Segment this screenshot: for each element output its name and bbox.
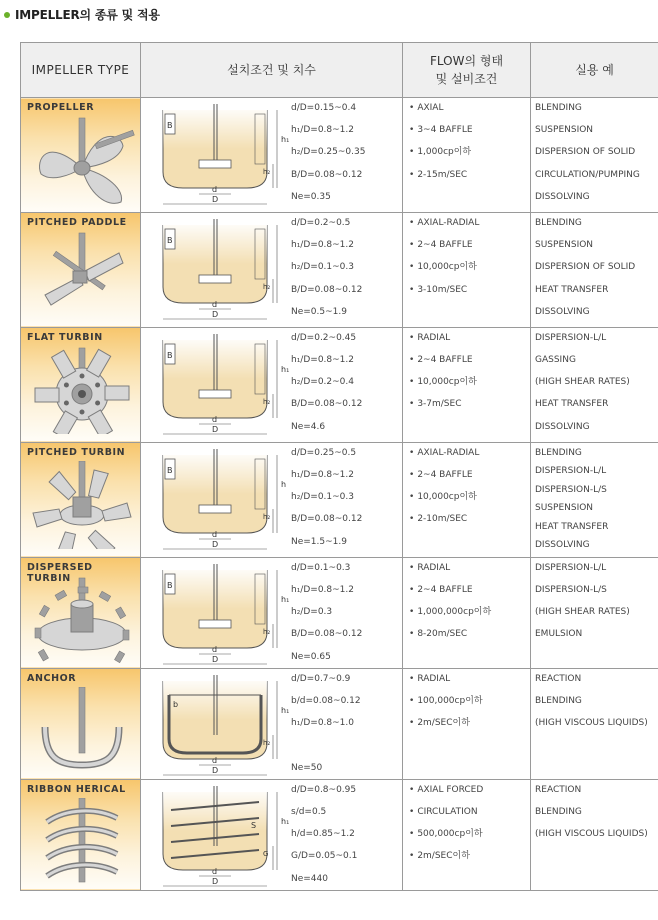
impeller-row [21,442,658,557]
bullet-dot-icon: • [409,169,415,180]
flow-item-text: RADIAL [417,332,451,343]
condition-item: d/D=0.8~0.95 [291,784,357,795]
condition-item: h₁/D=0.8~1.2 [291,125,354,136]
svg-text:G: G [263,849,269,858]
flow-item-text: 10,000cp이하 [417,377,477,388]
svg-text:B: B [167,121,173,130]
usage-item: DISSOLVING [535,421,590,432]
flow-cell [403,98,531,213]
svg-text:B: B [167,465,173,475]
svg-text:h₂: h₂ [263,738,271,747]
usage-item: SUSPENSION [535,503,594,514]
header-conditions: 설치조건 및 치수 [141,43,403,98]
usage-item: BLENDING [535,217,582,228]
svg-text:h₂: h₂ [263,282,271,291]
bullet-dot-icon: • [409,514,415,525]
usage-item: CIRCULATION/PUMPING [535,169,640,180]
flow-item [409,849,530,871]
usage-list [531,443,658,557]
flow-item [409,353,530,375]
usage-cell [531,668,658,779]
flow-item-text: 2~4 BAFFLE [417,240,473,251]
condition-item: d/D=0.25~0.5 [291,447,357,458]
page-title-text: IMPELLER의 종류 및 적용 [15,8,160,22]
flow-list [403,213,530,305]
flow-list [403,328,530,420]
impeller-row [21,212,658,327]
flow-list [403,669,530,739]
bullet-dot-icon: • [409,470,415,480]
flow-item [409,827,530,849]
flow-item [409,446,530,468]
impeller-row [21,668,658,779]
svg-text:B: B [167,350,173,360]
usage-item: DISSOLVING [535,306,590,317]
usage-item: (HIGH SHEAR RATES) [535,377,630,388]
tank-diagram [155,784,295,893]
condition-item: Ne=0.5~1.9 [291,306,347,317]
flow-item [409,805,530,827]
flow-item-text: RADIAL [417,673,451,684]
svg-text:D: D [212,654,219,664]
usage-item: DISPERSION OF SOLID [535,147,636,158]
usage-cell [531,98,658,213]
svg-text:D: D [212,309,219,319]
flow-cell [403,212,531,327]
tank-diagram [155,562,295,671]
condition-list [291,101,365,212]
header-usage: 실용 예 [531,43,658,98]
usage-item: BLENDING [535,103,582,113]
impeller-type-cell [21,557,141,668]
flow-item [409,168,530,190]
condition-item: h₂/D=0.3 [291,607,333,618]
flow-item-text: AXIAL-RADIAL [417,447,480,458]
header-flow [403,43,531,98]
flow-item [409,260,530,282]
condition-list [291,331,362,442]
svg-text:d: d [212,529,218,539]
flow-item-text: 10,000cp이하 [417,492,477,503]
flow-item [409,238,530,260]
condition-item: d/D=0.2~0.45 [291,332,357,343]
tank-diagram [155,217,295,326]
usage-item: DISPERSION-L/L [535,332,607,343]
condition-item: h₂/D=0.1~0.3 [291,492,354,503]
usage-item: REACTION [535,784,582,795]
svg-text:D: D [212,876,219,886]
condition-item: d/D=0.2~0.5 [291,217,351,228]
impeller-row [21,98,658,213]
bullet-dot-icon: • [409,217,415,228]
flow-list [403,558,530,650]
impeller-illustration [27,687,137,778]
svg-text:h₂: h₂ [263,512,271,521]
impeller-table [20,42,658,891]
usage-item: BLENDING [535,696,582,706]
impeller-row [21,327,658,442]
header-row [21,43,658,98]
svg-text:d: d [212,644,218,654]
svg-text:h₁: h₁ [281,594,290,604]
condition-item: d/D=0.1~0.3 [291,562,351,573]
condition-item: h₁/D=0.8~1.2 [291,585,354,595]
flow-item [409,468,530,490]
bullet-dot-icon: • [409,125,415,136]
usage-item: DISPERSION-L/L [535,466,607,477]
impeller-type-name: PITCHED PADDLE [27,216,127,228]
condition-item: d/D=0.15~0.4 [291,103,357,113]
flow-item-text: 2-15m/SEC [417,169,468,180]
bullet-dot-icon: • [409,562,415,573]
condition-item: B/D=0.08~0.12 [291,284,363,295]
svg-text:d: d [212,866,218,876]
svg-text:d: d [212,299,218,309]
flow-item [409,561,530,583]
impeller-type-name: FLAT TURBIN [27,331,103,343]
conditions-cell [141,557,403,668]
svg-text:D: D [212,424,219,434]
condition-item: G/D=0.05~0.1 [291,851,358,862]
svg-text:h₁: h₁ [281,364,290,374]
condition-item: Ne=1.5~1.9 [291,536,347,547]
usage-list [531,669,658,739]
svg-text:h₂: h₂ [263,627,271,636]
flow-item [409,283,530,305]
impeller-type-cell [21,327,141,442]
impeller-illustration [27,461,137,552]
flow-item [409,397,530,419]
usage-cell [531,779,658,890]
svg-text:B: B [167,235,173,245]
condition-item: h₁/D=0.8~1.2 [291,240,354,251]
bullet-dot-icon: • [409,829,415,840]
flow-cell [403,557,531,668]
bullet-dot-icon: • [409,851,415,862]
flow-item [409,101,530,123]
condition-item: h/d=0.85~1.2 [291,829,355,840]
tank-diagram [155,447,295,556]
impeller-illustration [27,116,137,207]
bullet-dot-icon: • [409,807,415,817]
bullet-dot-icon: • [409,447,415,458]
svg-text:D: D [212,539,219,549]
condition-item: d/D=0.7~0.9 [291,673,351,684]
usage-list [531,98,658,212]
bullet-dot-icon: • [409,492,415,503]
impeller-type-cell [21,212,141,327]
tank-diagram [155,102,295,211]
usage-item: DISPERSION OF SOLID [535,262,636,273]
flow-item-text: 1,000,000cp이하 [417,607,492,618]
impeller-type-cell [21,668,141,779]
svg-text:h₁: h₁ [281,135,290,144]
flow-item-text: 2~4 BAFFLE [417,585,473,595]
usage-cell [531,212,658,327]
flow-item-text: 500,000cp이하 [417,829,483,840]
usage-cell [531,557,658,668]
flow-item-text: 2-10m/SEC [417,514,468,525]
bullet-dot-icon: • [409,355,415,366]
usage-item: HEAT TRANSFER [535,284,609,295]
usage-cell [531,442,658,557]
flow-item-text: 3-7m/SEC [417,399,462,410]
flow-item-text: CIRCULATION [417,807,478,817]
usage-item: DISSOLVING [535,191,590,202]
impeller-row [21,779,658,890]
usage-list [531,780,658,850]
flow-item [409,605,530,627]
flow-item [409,694,530,716]
flow-cell [403,327,531,442]
usage-item: BLENDING [535,447,582,458]
svg-text:d: d [212,414,218,424]
flow-item-text: 10,000cp이하 [417,262,477,273]
flow-item-text: 2m/SEC이하 [417,851,470,862]
usage-list [531,558,658,650]
svg-text:h₂: h₂ [263,168,271,176]
flow-item-text: AXIAL [417,103,444,113]
svg-text:D: D [212,765,219,775]
header-flow-line2: 및 설비조건 [435,72,498,86]
impeller-type-name: PITCHED TURBIN [27,446,126,458]
flow-item [409,627,530,649]
flow-item-text: 8-20m/SEC [417,629,468,640]
flow-list [403,780,530,872]
conditions-cell [141,98,403,213]
condition-item: h₂/D=0.25~0.35 [291,147,366,158]
flow-item-text: AXIAL FORCED [417,784,484,795]
bullet-dot-icon: • [409,103,415,113]
usage-item: DISPERSION-L/L [535,562,607,573]
condition-item: h₁/D=0.8~1.2 [291,355,354,366]
page-title [4,6,160,23]
flow-item [409,783,530,805]
svg-text:d: d [212,185,218,194]
flow-item-text: 3~4 BAFFLE [417,125,473,136]
tank-diagram [155,673,295,782]
flow-item [409,216,530,238]
bullet-icon [4,12,10,18]
svg-text:h: h [281,479,287,489]
flow-item-text: 3-10m/SEC [417,284,468,295]
flow-cell [403,668,531,779]
svg-text:B: B [167,580,173,590]
bullet-dot-icon: • [409,607,415,618]
flow-list [403,443,530,535]
bullet-dot-icon: • [409,332,415,343]
usage-item: (HIGH VISCOUS LIQUIDS) [535,829,648,840]
flow-item [409,672,530,694]
impeller-illustration [27,346,137,437]
flow-cell [403,779,531,890]
svg-text:d: d [212,755,218,765]
conditions-cell [141,212,403,327]
impeller-type-cell [21,779,141,890]
condition-item: B/D=0.08~0.12 [291,514,363,525]
flow-item-text: 100,000cp이하 [417,696,483,706]
condition-item: B/D=0.08~0.12 [291,629,363,640]
condition-item [291,738,361,760]
bullet-dot-icon: • [409,262,415,273]
svg-text:h₁: h₁ [281,816,290,826]
usage-item: SUSPENSION [535,240,594,251]
usage-list [531,328,658,442]
usage-list [531,213,658,327]
condition-item: B/D=0.08~0.12 [291,169,363,180]
condition-list [291,561,362,672]
usage-item: DISSOLVING [535,540,590,551]
condition-list [291,783,357,894]
flow-item-text: AXIAL-RADIAL [417,217,480,228]
bullet-dot-icon: • [409,399,415,410]
flow-list [403,98,530,190]
bullet-dot-icon: • [409,696,415,706]
condition-item: h₂/D=0.2~0.4 [291,377,354,388]
svg-text:S: S [251,820,257,830]
impeller-illustration [27,798,137,889]
condition-item: h₂/D=0.1~0.3 [291,262,354,273]
flow-cell [403,442,531,557]
header-flow-line1: FLOW의 형태 [429,54,504,68]
usage-item: DISPERSION-L/S [535,585,607,595]
usage-item: (HIGH SHEAR RATES) [535,607,630,618]
condition-item: b/d=0.08~0.12 [291,696,361,706]
condition-item: Ne=0.35 [291,191,331,202]
condition-item: h₁/D=0.8~1.2 [291,470,354,480]
header-impeller-type: IMPELLER TYPE [21,43,141,98]
flow-item-text: 2~4 BAFFLE [417,355,473,366]
bullet-dot-icon: • [409,673,415,684]
usage-item: BLENDING [535,807,582,817]
usage-item: GASSING [535,355,576,366]
condition-item: Ne=4.6 [291,421,326,432]
usage-item: DISPERSION-L/S [535,484,607,495]
flow-item [409,123,530,145]
impeller-row [21,557,658,668]
svg-text:h₁: h₁ [281,705,290,715]
flow-item-text: 2~4 BAFFLE [417,470,473,480]
conditions-cell [141,668,403,779]
flow-item-text: RADIAL [417,562,451,573]
bullet-dot-icon: • [409,718,415,729]
condition-item: B/D=0.08~0.12 [291,399,363,410]
condition-item: Ne=440 [291,873,328,884]
impeller-illustration [27,576,137,667]
condition-list [291,446,362,557]
condition-item: s/d=0.5 [291,807,327,817]
condition-item: Ne=0.65 [291,651,331,662]
usage-item: EMULSION [535,629,583,640]
conditions-cell [141,327,403,442]
bullet-dot-icon: • [409,629,415,640]
impeller-type-name: RIBBON HERICAL [27,783,126,795]
impeller-type-cell [21,98,141,213]
flow-item [409,375,530,397]
usage-item: HEAT TRANSFER [535,399,609,410]
impeller-illustration [27,231,137,322]
flow-item [409,145,530,167]
flow-item-text: 2m/SEC이하 [417,718,470,729]
flow-item [409,716,530,738]
impeller-type-cell [21,442,141,557]
bullet-dot-icon: • [409,240,415,251]
usage-item: REACTION [535,673,582,684]
bullet-dot-icon: • [409,377,415,388]
condition-item: h₁/D=0.8~1.0 [291,718,354,729]
bullet-dot-icon: • [409,784,415,795]
usage-item: (HIGH VISCOUS LIQUIDS) [535,718,648,729]
flow-item [409,331,530,353]
usage-item: SUSPENSION [535,125,594,136]
impeller-type-name: DISPERSED TURBIN [27,561,93,584]
bullet-dot-icon: • [409,147,415,158]
tank-diagram [155,332,295,441]
usage-item: HEAT TRANSFER [535,521,609,532]
svg-text:D: D [212,195,219,204]
condition-list [291,672,361,783]
impeller-type-name: ANCHOR [27,672,77,684]
flow-item [409,490,530,512]
svg-text:h₂: h₂ [263,397,271,406]
condition-list [291,216,362,327]
impeller-type-name: PROPELLER [27,102,95,113]
conditions-cell [141,442,403,557]
flow-item [409,512,530,534]
conditions-cell [141,779,403,890]
svg-text:b: b [173,699,179,709]
flow-item-text: 1,000cp이하 [417,147,472,158]
bullet-dot-icon: • [409,585,415,595]
usage-cell [531,327,658,442]
flow-item [409,583,530,605]
condition-item: Ne=50 [291,762,323,773]
bullet-dot-icon: • [409,284,415,295]
